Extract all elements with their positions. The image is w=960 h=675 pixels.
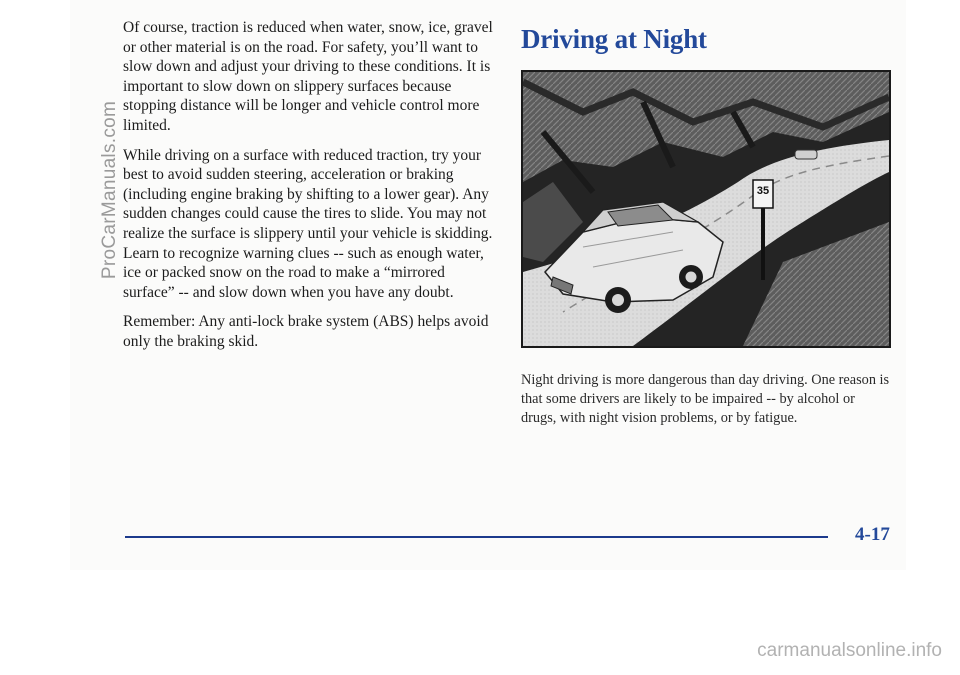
sign-post: [761, 200, 765, 280]
footer-rule: [125, 536, 828, 538]
paragraph-traction: Of course, traction is reduced when water, snow, ice, gravel or other material is on the road. For safety, you’ll want to slow down and adjust your driving to these conditions. It is important to slow down on slippery surfaces because stopping distance will be longer and vehicle control more limited.: [123, 19, 493, 134]
night-road-scene: [523, 72, 889, 346]
side-watermark: ProCarManuals.com: [99, 100, 120, 280]
night-driving-illustration: [521, 70, 891, 348]
page-number: 4-17: [855, 524, 890, 545]
paragraph-abs: Remember: Any anti-lock brake system (ABS) helps avoid only the braking skid.: [123, 313, 489, 350]
speed-limit-value: 35: [756, 185, 770, 197]
illustration-caption: Night driving is more dangerous than day driving. One reason is that some drivers are likely to be impaired -- by alcohol or drugs, with night vision problems, or by fatigue.: [521, 372, 890, 426]
bottom-watermark: carmanualsonline.info: [757, 640, 942, 661]
section-heading: Driving at Night: [521, 24, 707, 54]
body-text-column: [123, 18, 495, 362]
paragraph-reduced-traction: While driving on a surface with reduced traction, try your best to avoid sudden steering, acceleration or braking (including engine braking by shifting to a lower gear). Any sudden changes could cause the tires to slide. You may not realize the surface is slippery until your vehicle is skidding. Learn to recognize warning clues -- such as enough water, ice or packed snow on the road to make a “mirrored surface” -- and slow down when you have any doubt.: [123, 146, 493, 301]
distant-car: [795, 150, 817, 159]
